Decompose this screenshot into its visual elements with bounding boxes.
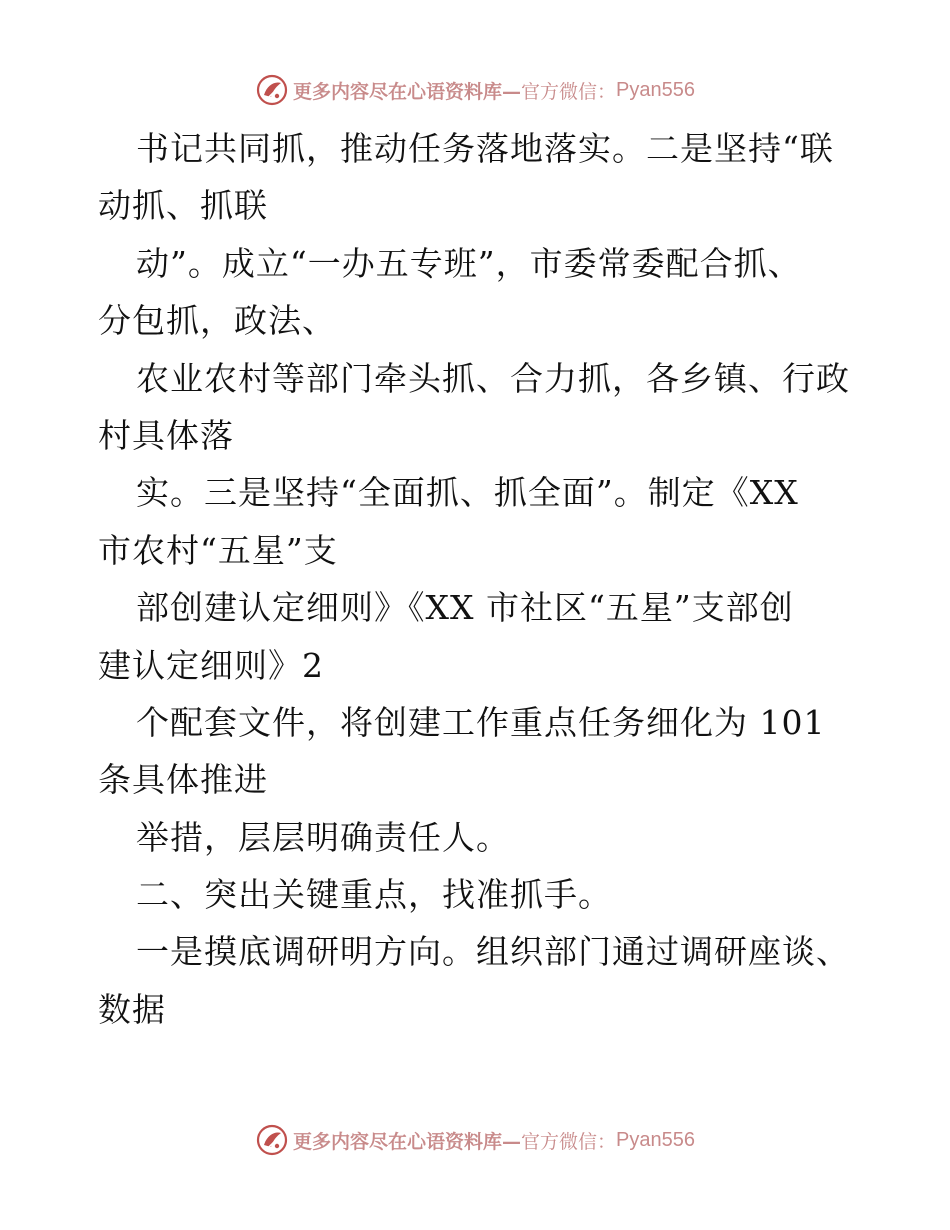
document-body	[98, 120, 858, 1038]
body-text-line: 农业农村等部门牵头抓、合力抓，各乡镇、行政	[136, 358, 850, 398]
body-text-line: 数据	[98, 989, 166, 1029]
body-text-line: 举措，层层明确责任人。	[136, 817, 510, 857]
watermark-text: 更多内容尽在心语资料库—	[293, 80, 522, 103]
body-text-line: 一是摸底调研明方向。组织部门通过调研座谈、	[136, 932, 850, 972]
header-watermark	[0, 72, 950, 108]
footer-watermark	[0, 1122, 950, 1158]
body-text-line: 实。三是坚持“全面抓、抓全面”。制定《XX	[136, 473, 799, 513]
body-text-line: 村具体落	[98, 415, 234, 455]
body-text-line: 动”。成立“一办五专班”，市委常委配合抓、	[136, 243, 802, 283]
body-text-line: 条具体推进	[98, 760, 268, 800]
body-text-line: 建认定细则》2	[98, 645, 324, 685]
body-text-line: 个配套文件，将创建工作重点任务细化为 101	[136, 702, 826, 742]
body-text-line: 书记共同抓，推动任务落地落实。二是坚持“联	[136, 129, 834, 168]
body-text-line: 分包抓，政法、	[98, 301, 336, 341]
watermark-wechat-label: 官方微信：	[521, 1130, 617, 1153]
watermark-wechat-label: 官方微信：	[521, 80, 617, 103]
body-text-line: 市农村“五星”支	[98, 530, 338, 570]
watermark-text: 更多内容尽在心语资料库—	[293, 1130, 522, 1153]
watermark-wechat-id: Pyan556	[616, 78, 695, 101]
red-seal-logo-icon	[255, 73, 289, 107]
body-text-line: 动抓、抓联	[98, 186, 268, 226]
body-text-line: 二、突出关键重点，找准抓手。	[136, 875, 612, 915]
watermark-wechat-id: Pyan556	[616, 1128, 695, 1151]
red-seal-logo-icon	[255, 1123, 289, 1157]
body-text-line: 部创建认定细则》《XX 市社区“五星”支部创	[136, 588, 794, 628]
